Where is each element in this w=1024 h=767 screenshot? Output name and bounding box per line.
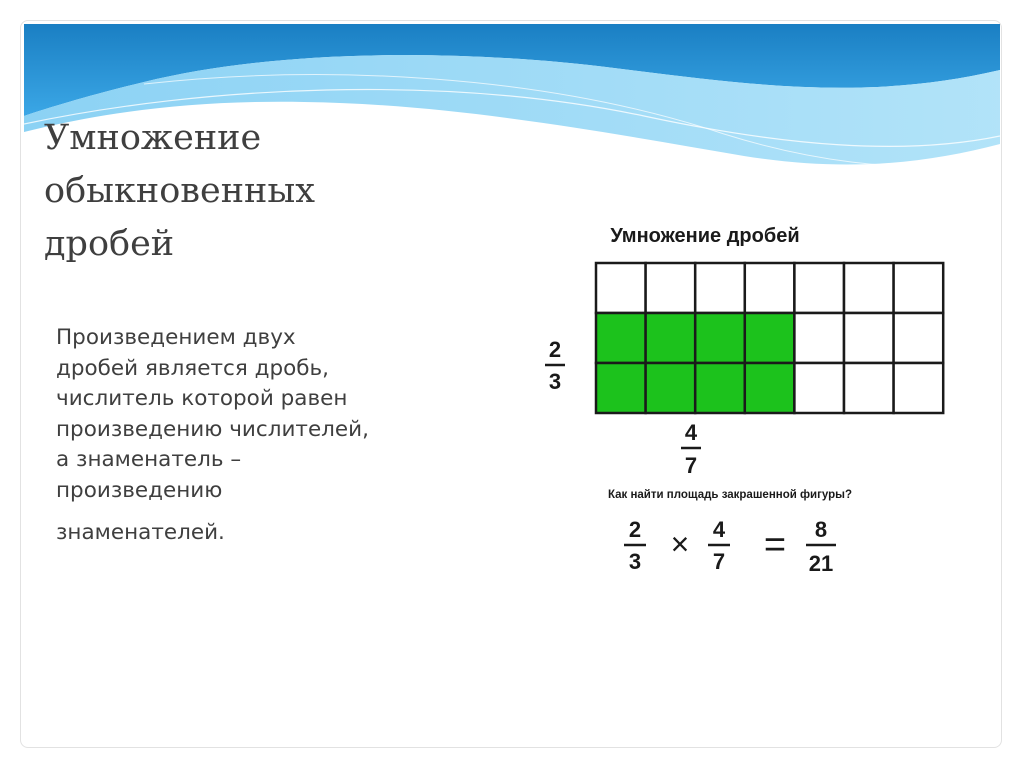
- fraction-diagram-svg: [490, 205, 1000, 590]
- grid-cell: [646, 263, 696, 313]
- bottom-fraction-denominator: 7: [684, 453, 698, 478]
- grid-cell: [695, 263, 745, 313]
- body-text-line: произведению числителей,: [56, 416, 369, 442]
- grid-cell-shaded: [646, 363, 696, 413]
- grid-cell-shaded: [695, 363, 745, 413]
- grid-cell: [844, 263, 894, 313]
- equation-equals: =: [763, 524, 787, 566]
- side-fraction-numerator: 2: [548, 337, 562, 362]
- grid-cell-shaded: [596, 363, 646, 413]
- body-text-line: а знаменатель –: [56, 447, 242, 472]
- grid-cell: [794, 313, 844, 363]
- grid-cell-shaded: [646, 313, 696, 363]
- grid-cell-shaded: [745, 313, 795, 363]
- body-text-line: числитель которой равен: [56, 386, 348, 411]
- equation-operator: ×: [670, 526, 690, 562]
- body-text-line: произведению: [56, 477, 223, 503]
- equation: [624, 517, 836, 576]
- slide-title: [44, 112, 464, 271]
- diagram-question: Как найти площадь закрашенной фигуры?: [607, 489, 853, 501]
- diagram-title: Умножение дробей: [610, 225, 800, 247]
- slide-title-line: обыкновенных: [44, 171, 315, 211]
- slide-title-line: дробей: [44, 224, 175, 264]
- bottom-fraction: [681, 420, 701, 478]
- slide-title-line: Умножение: [44, 118, 262, 158]
- body-text-line: Произведением двух: [56, 325, 296, 350]
- grid-cell: [794, 263, 844, 313]
- equation-b-numerator: 4: [712, 517, 726, 542]
- grid-cell-shaded: [596, 313, 646, 363]
- grid-cell-shaded: [695, 313, 745, 363]
- side-fraction-denominator: 3: [548, 369, 562, 394]
- body-text-line: дробей является дробь,: [56, 355, 330, 381]
- equation-b-denominator: 7: [712, 549, 726, 574]
- equation-a-numerator: 2: [628, 517, 642, 542]
- grid-cell: [894, 263, 944, 313]
- grid-cell: [794, 363, 844, 413]
- grid-cell: [894, 313, 944, 363]
- equation-result-numerator: 8: [814, 517, 828, 542]
- equation-result-denominator: 21: [808, 551, 834, 576]
- grid-cell: [596, 263, 646, 313]
- grid-cell: [745, 263, 795, 313]
- fraction-grid: [596, 263, 943, 413]
- grid-cell-shaded: [745, 363, 795, 413]
- bottom-fraction-numerator: 4: [684, 420, 698, 445]
- grid-cell: [844, 313, 894, 363]
- side-fraction: [545, 337, 565, 394]
- equation-a-denominator: 3: [628, 549, 642, 574]
- body-text: [56, 323, 476, 549]
- body-text-line: знаменателей.: [56, 520, 225, 545]
- grid-cell: [844, 363, 894, 413]
- fraction-diagram: [490, 205, 1000, 590]
- grid-cell: [894, 363, 944, 413]
